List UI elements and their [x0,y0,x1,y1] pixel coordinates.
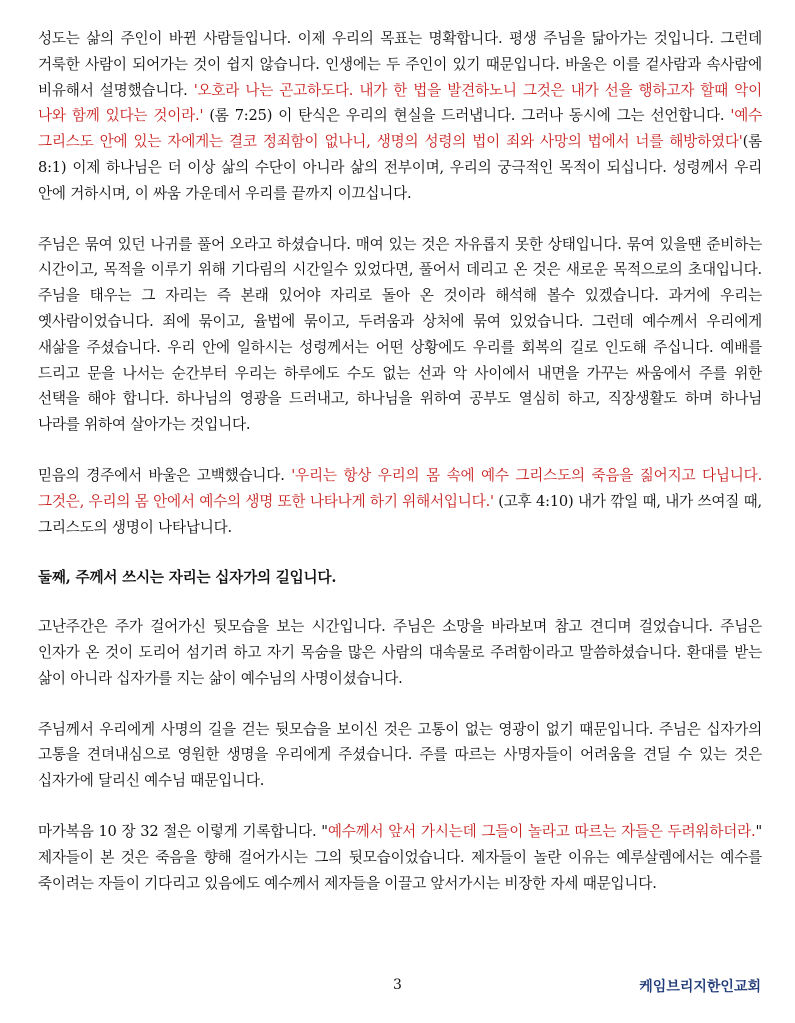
text-segment: " 제자들이 본 것은 죽음을 향해 걸어가시는 그의 뒷모습이었습니다. 제자들이 놀란 이유는 예루살렘에서는 예수를 죽이려는 자들이 기다리고 있음에도 예수께서 제자들을 이끌고 앞서가시는 비장한 자세 때문입니다. [38,822,762,892]
text-segment: 고난주간은 주가 걸어가신 뒷모습을 보는 시간입니다. 주님은 소망을 바라보며 참고 견디며 걸었습니다. 주님은 인자가 온 것이 도리어 섬기려 하고 자기 목숨을 많은 사람의 대속물로 주려함이라고 말씀하셨습니다. 환대를 받는 삶이 아니라 십자가를 지는 삶이 예수님의 사명이셨습니다. [38,618,762,687]
scripture-quote: '예수 그리스도 안에 있는 자에게는 결코 정죄함이 없나니, 생명의 성령의 법이 죄와 사망의 법에서 너를 해방하였다' [38,107,763,151]
text-segment: 마가복음 10 장 32 절은 이렇게 기록합니다. " [38,822,328,840]
text-segment: 주님은 묶여 있던 나귀를 풀어 오라고 하셨습니다. 매여 있는 것은 자유롭지 못한 상태입니다. 묶여 있을땐 준비하는 시간이고, 목적을 이루기 위해 기다림의 시간일수 있었다면, 풀어서 데리고 온 것은 새로운 목적으로의 초대입니다. 주님을 태우는 그 자리는 즉 본래 있어야 자리로 돌아 온 것이라 해석해 볼수 있겠습니다. 과거에 우리는 옛사람이었습니다. 죄에 묶이고, 율법에 묶이고, 두려움과 상처에 묶여 있었습니다. 그런데 예수께서 우리에게 새삶을 주셨습니다. 우리 안에 일하시는 성령께서는 어떤 상황에도 우리를 회복의 길로 인도해 주십니다. 예배를 드리고 문을 나서는 순간부터 우리는 하루에도 수도 없는 선과 악 사이에서 내면을 가꾸는 싸움에서 주를 위한 선택을 해야 합니다. 하나님의 영광을 드러내고, 하나님을 위하여 공부도 열심히 하고, 직장생활도 하며 하나님 나라를 위하여 살아가는 것입니다. [38,235,762,434]
scripture-quote: '우리는 항상 우리의 몸 속에 예수 그리스도의 죽음을 짊어지고 다닙니다. 그것은, 우리의 몸 안에서 예수의 생명 또한 나타나게 하기 위해서입니다.' [38,466,763,510]
paragraph [38,463,762,540]
paragraph [38,26,762,207]
paragraph [38,819,762,896]
document-body [38,26,762,921]
text-segment: 주님께서 우리에게 사명의 길을 걷는 뒷모습을 보이신 것은 고통이 없는 영광이 없기 때문입니다. 주님은 십자가의 고통을 견뎌내심으로 영원한 생명을 우리에게 주셨습니다. 주를 따르는 사명자들이 어려움을 견딜 수 있는 것은 십자가에 달리신 예수님 때문입니다. [38,720,762,790]
scripture-quote: '오호라 나는 곤고하도다. 내가 한 법을 발견하노니 그것은 내가 선을 행하고자 할때 악이 나와 함께 있다는 것이라.' [38,81,763,125]
text-segment: 믿음의 경주에서 바울은 고백했습니다. [38,466,292,484]
paragraph [38,614,762,691]
text-segment: (고후 4:10) 내가 깎일 때, 내가 쓰여질 때, 그리스도의 생명이 나타납니다. [38,492,762,536]
text-segment: (롬 8:1) 이제 하나님은 더 이상 삶의 수단이 아니라 삶의 전부이며, 우리의 궁극적인 목적이 되십니다. 성령께서 우리 안에 거하시며, 이 싸움 가운데서 우리를 끝까지 이끄십니다. [38,133,762,202]
section-heading [38,565,762,591]
page-number: 3 [393,977,402,993]
paragraph [38,232,762,438]
text-segment: 성도는 삶의 주인이 바뀐 사람들입니다. 이제 우리의 목표는 명확합니다. 평생 주님을 닮아가는 것입니다. 그런데 거룩한 사람이 되어가는 것이 쉽지 않습니다. 인생에는 두 주인이 있기 때문입니다. 바울은 이를 겉사람과 속사람에 비유해서 설명했습니다. [38,30,762,99]
church-name: 케임브리지한인교회 [639,979,761,995]
paragraph [38,717,762,794]
scripture-quote: 예수께서 앞서 가시는데 그들이 놀라고 따르는 자들은 두려워하더라. [327,822,756,840]
heading-text: 둘째, 주께서 쓰시는 자리는 십자가의 길입니다. [38,569,337,587]
text-segment: (롬 7:25) 이 탄식은 우리의 현실을 드러냅니다. 그러나 동시에 그는 선언합니다. [203,107,731,125]
